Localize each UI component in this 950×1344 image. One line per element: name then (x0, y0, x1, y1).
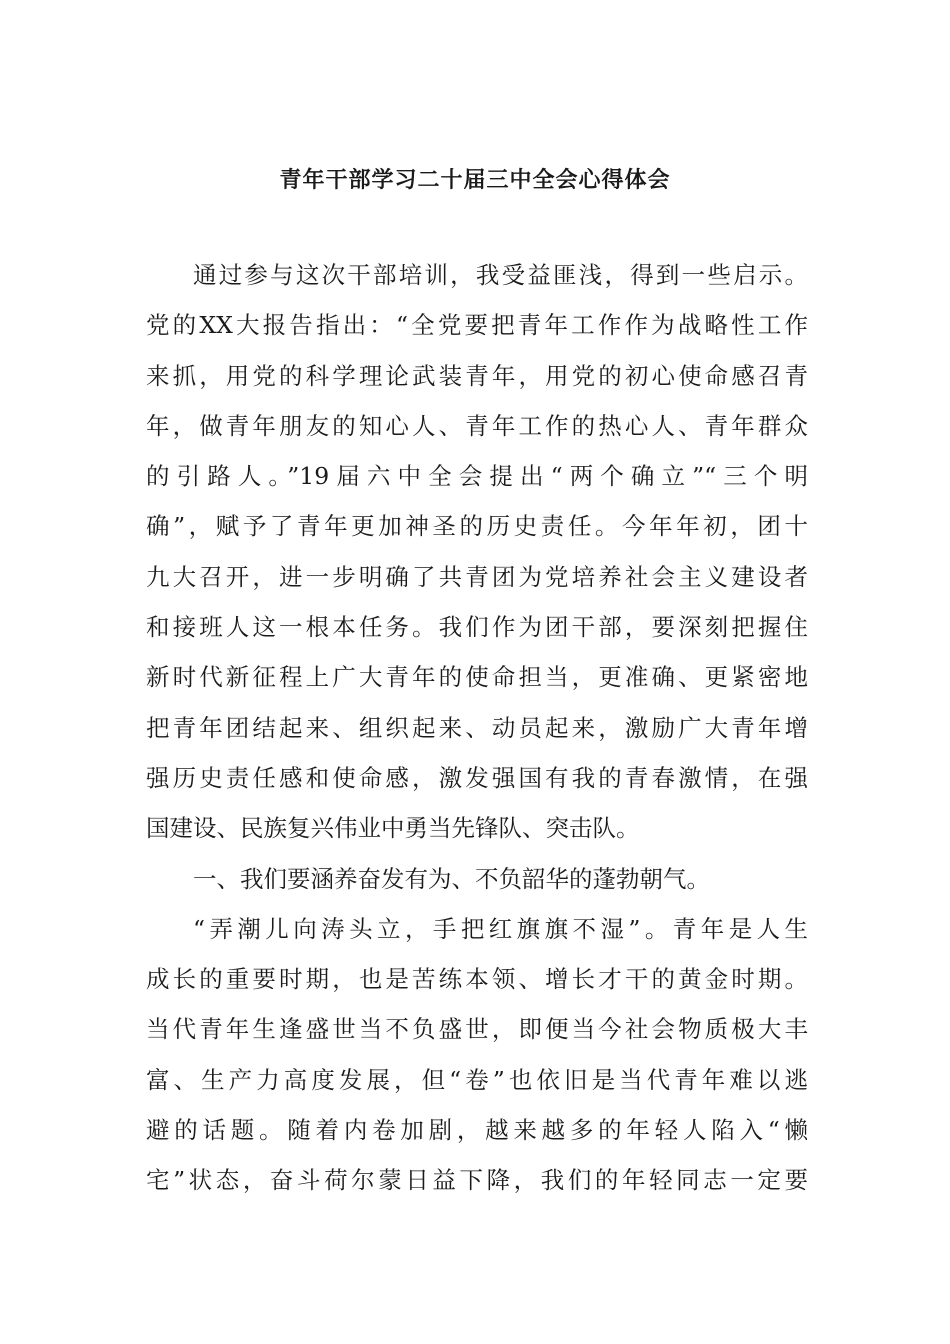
paragraph-line: 富、生产力高度发展，但“卷”也依旧是当代青年难以逃 (146, 1065, 808, 1094)
paragraph-line: “弄潮儿向涛头立，手把红旗旗不湿”。青年是人生 (193, 914, 808, 943)
paragraph-line: 九大召开，进一步明确了共青团为党培养社会主义建设者 (146, 562, 808, 591)
paragraph-line: 避的话题。随着内卷加剧，越来越多的年轻人陷入“懒 (146, 1116, 808, 1145)
paragraph-line: 成长的重要时期，也是苦练本领、增长才干的黄金时期。 (146, 965, 808, 994)
paragraph-line: 新时代新征程上广大青年的使命担当，更准确、更紧密地 (146, 663, 808, 692)
paragraph-line: 当代青年生逢盛世当不负盛世，即便当今社会物质极大丰 (146, 1015, 808, 1044)
paragraph-line: 党的XX大报告指出：“全党要把青年工作作为战略性工作 (146, 311, 808, 340)
paragraph-line: 来抓，用党的科学理论武装青年，用党的初心使命感召青 (146, 361, 808, 390)
paragraph-line: 确”，赋予了青年更加神圣的历史责任。今年年初，团十 (146, 512, 808, 541)
paragraph-line: 年，做青年朋友的知心人、青年工作的热心人、青年群众 (146, 411, 808, 440)
paragraph-line: 通过参与这次干部培训，我受益匪浅，得到一些启示。 (193, 261, 808, 289)
paragraph-line: 强历史责任感和使命感，激发强国有我的青春激情，在强 (146, 763, 808, 792)
document-body (146, 250, 808, 1206)
paragraph-line: 和接班人这一根本任务。我们作为团干部，要深刻把握住 (146, 613, 808, 642)
paragraph-line: 国建设、民族复兴伟业中勇当先锋队、突击队。 (146, 814, 640, 843)
paragraph-line: 把青年团结起来、组织起来、动员起来，激励广大青年增 (146, 713, 808, 742)
paragraph-line: 宅”状态，奋斗荷尔蒙日益下降，我们的年轻同志一定要 (146, 1166, 808, 1195)
section-heading: 一、我们要涵养奋发有为、不负韶华的蓬勃朝气。 (193, 864, 710, 893)
document-title: 青年干部学习二十届三中全会心得体会 (279, 167, 671, 193)
paragraph-line: 的引路人。”19届六中全会提出“两个确立”“三个明 (146, 462, 808, 491)
